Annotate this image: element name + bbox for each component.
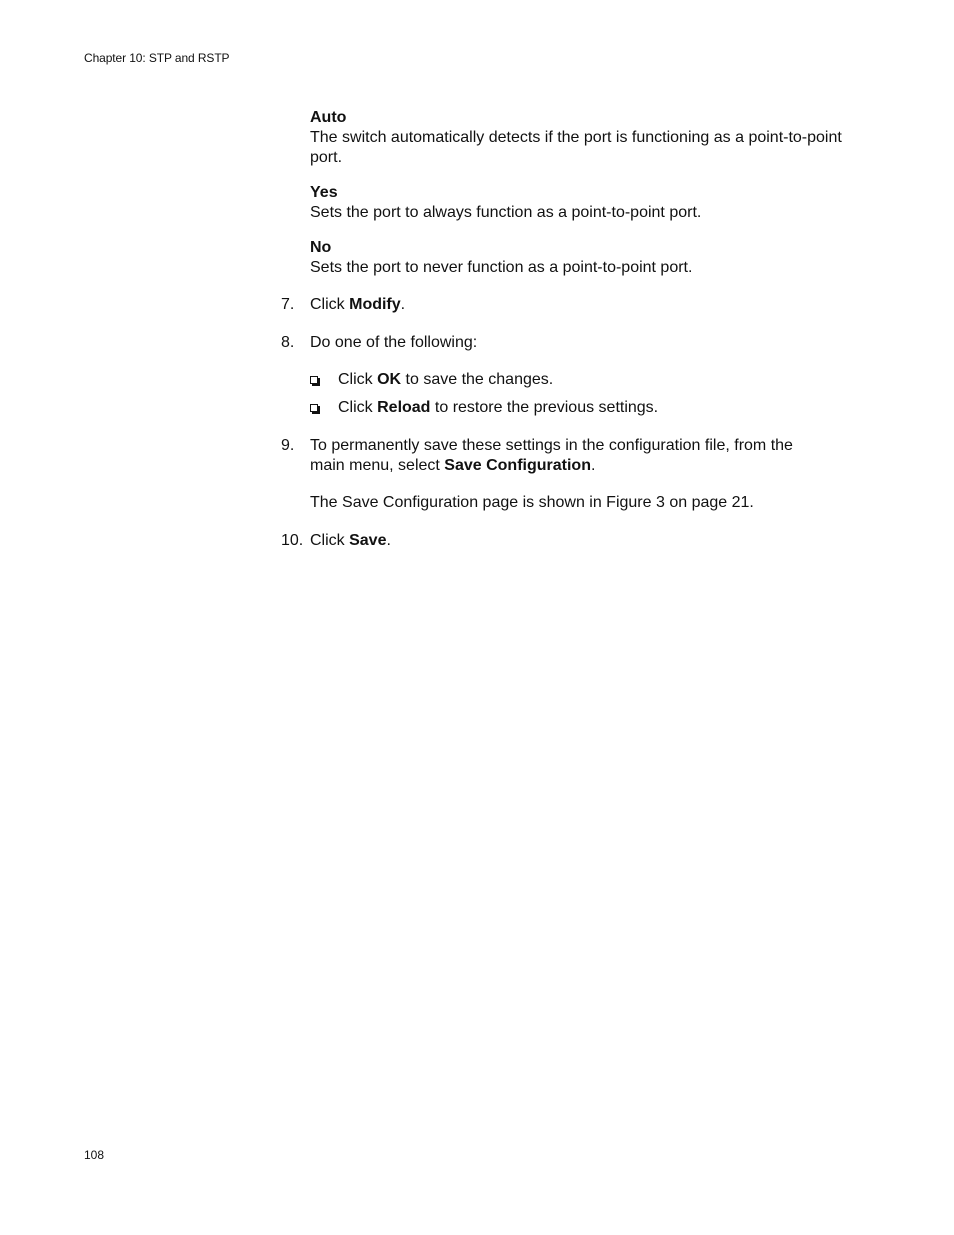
step-number: 7. xyxy=(281,296,295,313)
option-term: Yes xyxy=(310,184,338,201)
step-number: 10. xyxy=(281,532,304,549)
option-term: Auto xyxy=(310,109,347,126)
option-auto xyxy=(310,108,850,168)
step-text-part: . xyxy=(386,532,391,549)
step-text-part: Click xyxy=(310,532,350,549)
step-text-part: . xyxy=(400,296,406,313)
ui-term-reload: Reload xyxy=(377,399,431,416)
step-text xyxy=(310,436,850,476)
option-description: Sets the port to never function as a point-to-point port. xyxy=(310,259,693,276)
step-text xyxy=(310,295,850,315)
ui-term-save: Save xyxy=(349,532,387,549)
step-number: 9. xyxy=(281,437,295,454)
checkbox-bullet-icon xyxy=(310,404,318,412)
option-description: Sets the port to always function as a point-to-point port. xyxy=(310,204,702,221)
step-text-line: To permanently save these settings in the configuration file, from the xyxy=(310,437,793,454)
step-text-part: . xyxy=(590,457,596,474)
step-text xyxy=(310,531,850,551)
step-text-part: Click xyxy=(310,296,350,313)
step-text-line xyxy=(310,456,850,476)
bullet-text-part: to restore the previous settings. xyxy=(430,399,659,416)
ui-term-save-configuration: Save Configuration xyxy=(444,457,591,474)
option-no xyxy=(310,238,850,278)
option-term: No xyxy=(310,239,332,256)
bullet-text-part: Click xyxy=(338,371,378,388)
bullet-text-part: Click xyxy=(338,399,378,416)
page-number: 108 xyxy=(84,1148,105,1162)
bullet-text-part: to save the changes. xyxy=(401,371,554,388)
running-header: Chapter 10: STP and RSTP xyxy=(84,51,230,65)
step-9-note: The Save Configuration page is shown in Figure 3 on page 21. xyxy=(310,494,754,511)
step-number: 8. xyxy=(281,334,295,351)
checkbox-bullet-icon xyxy=(310,376,318,384)
step-text-part: main menu, select xyxy=(310,457,445,474)
ui-term-ok: OK xyxy=(377,371,402,388)
option-yes xyxy=(310,183,850,223)
bullet-text xyxy=(338,370,553,390)
step-text: Do one of the following: xyxy=(310,334,478,351)
bullet-text xyxy=(338,398,658,418)
option-description: The switch automatically detects if the port is functioning as a point-to-point port. xyxy=(310,129,842,166)
ui-term-modify: Modify xyxy=(349,296,401,313)
